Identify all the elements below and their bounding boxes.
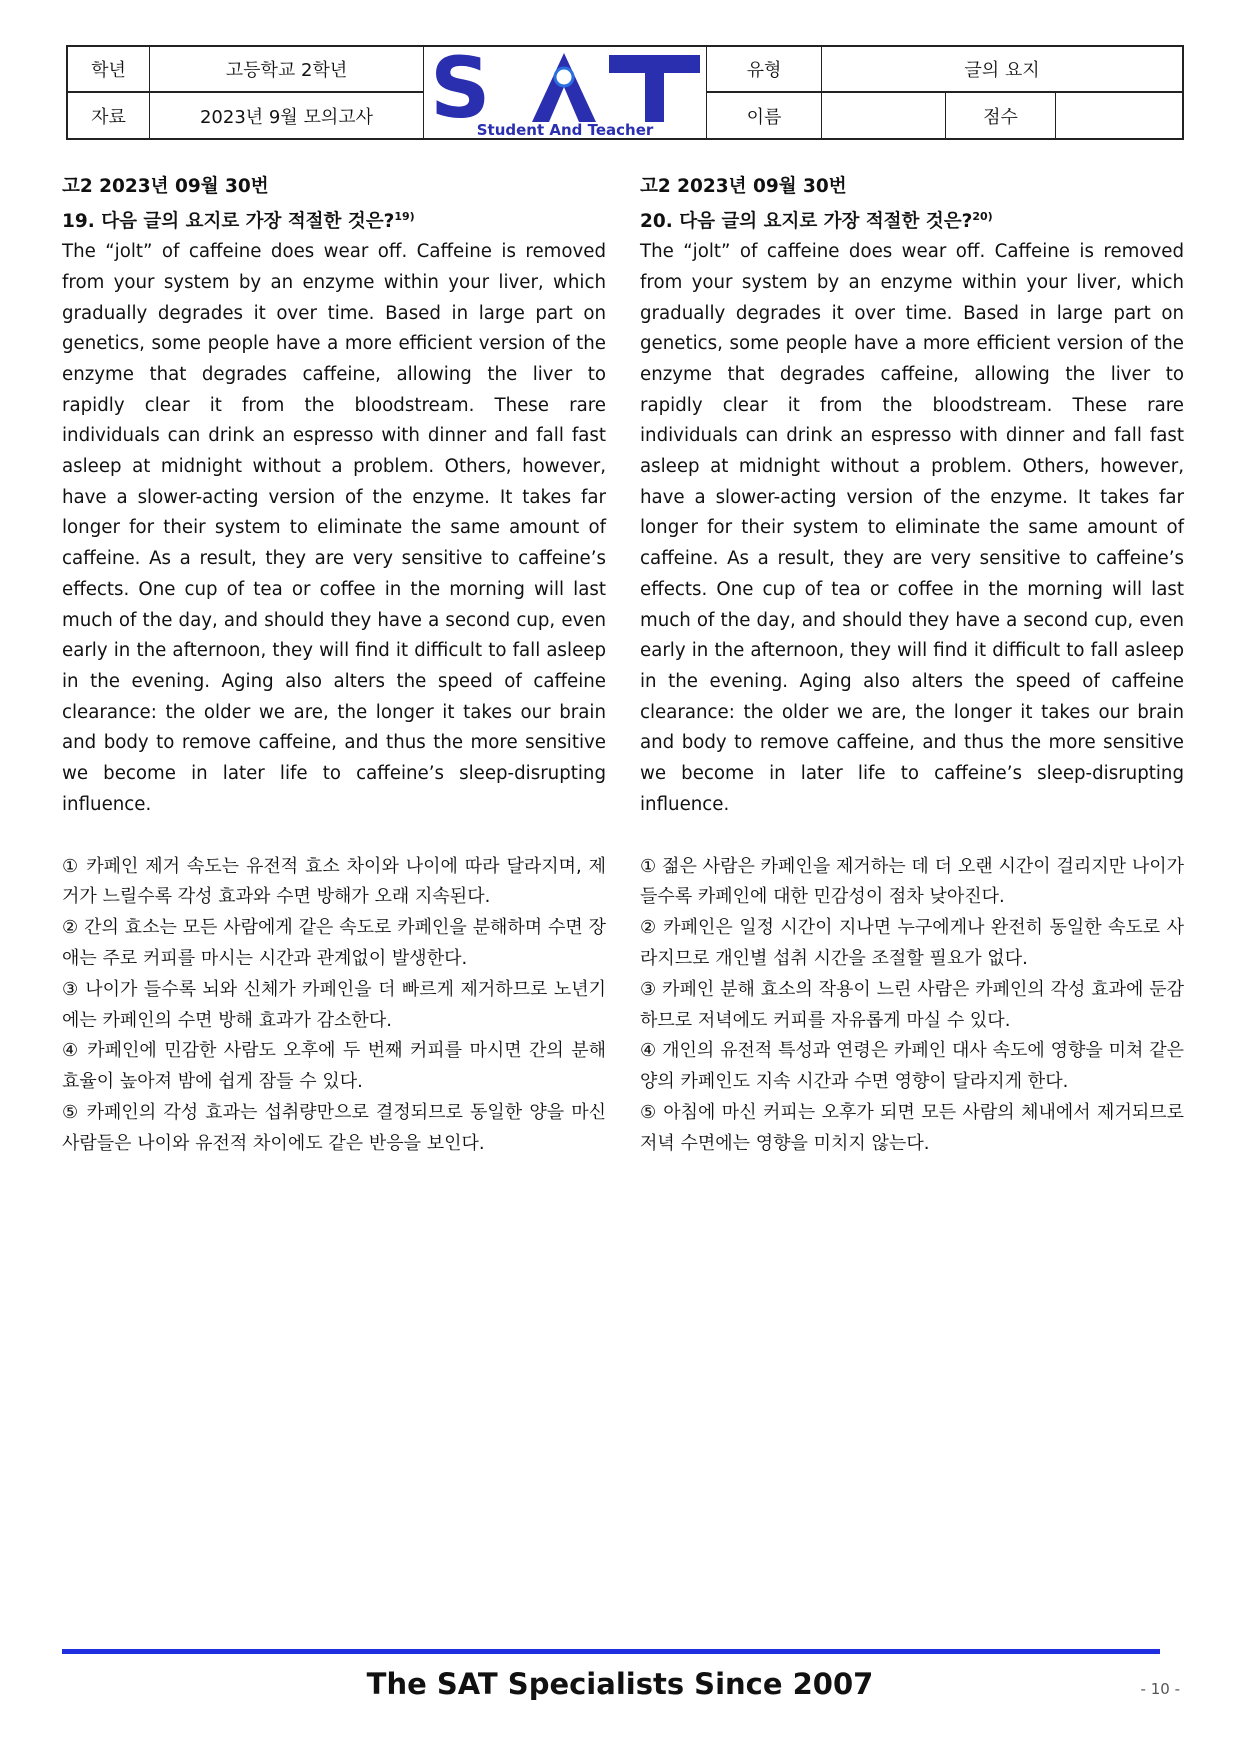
question-title-text: 20. 다음 글의 요지로 가장 적절한 것은? bbox=[640, 211, 973, 233]
question-title-text: 19. 다음 글의 요지로 가장 적절한 것은? bbox=[62, 211, 395, 233]
choice-1[interactable]: ① 젊은 사람은 카페인을 제거하는 데 더 오랜 시간이 걸리지만 나이가 들수록 카페인에 대한 민감성이 점차 낮아진다. bbox=[640, 855, 1184, 908]
footer-slogan: The SAT Specialists Since 2007 bbox=[366, 1667, 874, 1701]
logo-caption: Student And Teacher bbox=[476, 121, 654, 138]
type-value: 글의 요지 bbox=[964, 60, 1040, 81]
material-label: 자료 bbox=[68, 93, 150, 138]
material-value: 2023년 9월 모의고사 bbox=[199, 106, 374, 128]
score-field[interactable] bbox=[1056, 93, 1182, 138]
name-label: 이름 bbox=[707, 93, 822, 138]
footnote-marker: 20) bbox=[972, 210, 993, 223]
footer-divider bbox=[62, 1649, 1160, 1654]
score-label: 점수 bbox=[946, 93, 1056, 138]
passage: The “jolt” of caffeine does wear off. Caffeine is removed from your system by an enzyme within your liver, which gradually degrades it over time. Based in large part on genetics, some people have a more efficient version of the enzyme that degrades caffeine, allowing the liver to rapidly clear it from the bloodstream. These rare individuals can drink an espresso with dinner and fall fast asleep at midnight without a problem. Others, however, have a slower-acting version of the enzyme. It takes far longer for their system to eliminate the same amount of caffeine. As a result, they are very sensitive to caffeine’s effects. One cup of tea or coffee in the morning will last much of the day, and should they have a second cup, even early in the afternoon, they will find it difficult to fall asleep in the evening. Aging also alters the speed of caffeine clearance: the older we are, the longer it takes our brain and body to remove caffeine, and thus the more sensitive we become in later life to caffeine’s sleep-disrupting influence. bbox=[62, 241, 606, 815]
name-field[interactable] bbox=[822, 93, 946, 138]
question-20 bbox=[640, 172, 1184, 1159]
header-table bbox=[66, 45, 1184, 140]
question-title bbox=[640, 202, 1184, 237]
choice-2[interactable]: ② 간의 효소는 모든 사람에게 같은 속도로 카페인을 분해하며 수면 장애는 주로 커피를 마시는 시간과 관계없이 발생한다. bbox=[62, 917, 606, 969]
choice-2[interactable]: ② 카페인은 일정 시간이 지나면 누구에게나 완전히 동일한 속도로 사라지므로 개인별 섭취 시간을 조절할 필요가 없다. bbox=[640, 917, 1184, 969]
logo-letter-t bbox=[609, 55, 700, 122]
grade-value: 고등학교 2학년 bbox=[225, 60, 348, 81]
choice-3[interactable]: ③ 카페인 분해 효소의 작용이 느린 사람은 카페인의 각성 효과에 둔감하므로 저녁에도 커피를 자유롭게 마실 수 있다. bbox=[640, 978, 1184, 1031]
choice-4[interactable]: ④ 개인의 유전적 특성과 연령은 카페인 대사 속도에 영향을 미쳐 같은 양의 카페인도 지속 시간과 수면 영향이 달라지게 한다. bbox=[640, 1040, 1184, 1093]
question-19 bbox=[62, 172, 606, 1159]
footnote-marker: 19) bbox=[394, 210, 415, 223]
type-label: 유형 bbox=[707, 47, 822, 91]
question-title bbox=[62, 202, 606, 237]
choice-5[interactable]: ⑤ 카페인의 각성 효과는 섭취량만으로 결정되므로 동일한 양을 마신 사람들은 나이와 유전적 차이에도 같은 반응을 보인다. bbox=[62, 1101, 606, 1154]
passage: The “jolt” of caffeine does wear off. Caffeine is removed from your system by an enzyme within your liver, which gradually degrades it over time. Based in large part on genetics, some people have a more efficient version of the enzyme that degrades caffeine, allowing the liver to rapidly clear it from the bloodstream. These rare individuals can drink an espresso with dinner and fall fast asleep at midnight without a problem. Others, however, have a slower-acting version of the enzyme. It takes far longer for their system to eliminate the same amount of caffeine. As a result, they are very sensitive to caffeine’s effects. One cup of tea or coffee in the morning will last much of the day, and should they have a second cup, even early in the afternoon, they will find it difficult to fall asleep in the evening. Aging also alters the speed of caffeine clearance: the older we are, the longer it takes our brain and body to remove caffeine, and thus the more sensitive we become in later life to caffeine’s sleep-disrupting influence. bbox=[640, 241, 1184, 815]
sat-logo bbox=[423, 47, 707, 138]
choice-3[interactable]: ③ 나이가 들수록 뇌와 신체가 카페인을 더 빠르게 제거하므로 노년기에는 카페인의 수면 방해 효과가 감소한다. bbox=[62, 978, 606, 1031]
choice-5[interactable]: ⑤ 아침에 마신 커피는 오후가 되면 모든 사람의 체내에서 제거되므로 저녁 수면에는 영향을 미치지 않는다. bbox=[640, 1101, 1184, 1154]
logo-person-icon bbox=[555, 68, 573, 86]
page-number: - 10 - bbox=[1140, 1680, 1180, 1698]
choice-list bbox=[640, 852, 1184, 1160]
choice-list bbox=[62, 852, 606, 1160]
grade-label: 학년 bbox=[68, 47, 150, 91]
choice-1[interactable]: ① 카페인 제거 속도는 유전적 효소 차이와 나이에 따라 달라지며, 제거가 느릴수록 각성 효과와 수면 방해가 오래 지속된다. bbox=[62, 855, 606, 908]
question-source: 고2 2023년 09월 30번 bbox=[640, 176, 847, 197]
question-source: 고2 2023년 09월 30번 bbox=[62, 176, 269, 197]
logo-letter-s: S bbox=[430, 47, 491, 137]
choice-4[interactable]: ④ 카페인에 민감한 사람도 오후에 두 번째 커피를 마시면 간의 분해 효율이 높아져 밤에 쉽게 잠들 수 있다. bbox=[62, 1040, 606, 1093]
